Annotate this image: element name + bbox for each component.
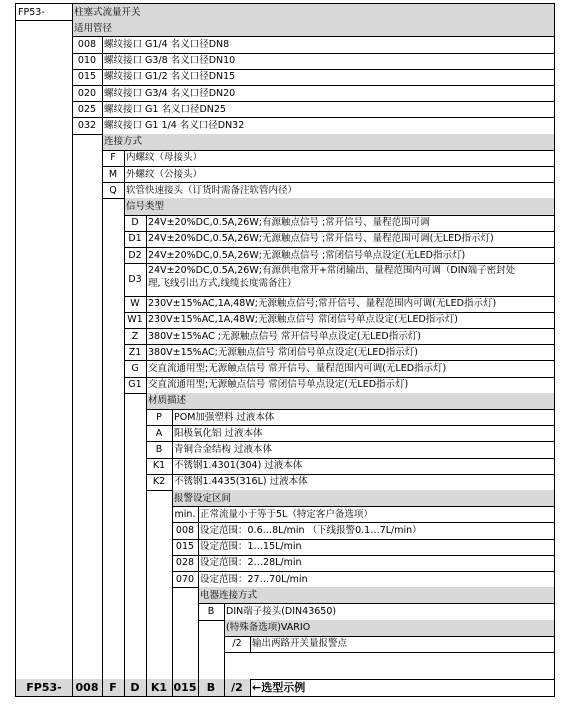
grid-line bbox=[102, 134, 103, 679]
grid-line bbox=[198, 506, 199, 522]
grid-line bbox=[102, 69, 103, 85]
example-part: K1 bbox=[146, 679, 172, 696]
material-desc: 阳极氧化铝 过液本体 bbox=[174, 427, 263, 439]
special-option-header: (特殊备选项)VARIO bbox=[224, 620, 554, 636]
alarm-range-code: 070 bbox=[175, 573, 195, 585]
connection-type-desc: 外螺纹（公接头） bbox=[126, 168, 203, 180]
grid-line bbox=[124, 198, 125, 679]
alarm-range-desc: 设定范围：1…15L/min bbox=[200, 541, 302, 553]
alarm-range-code: 028 bbox=[175, 557, 195, 569]
material-code: K1 bbox=[152, 460, 166, 472]
pipe-size-code: 010 bbox=[77, 55, 97, 67]
pipe-size-code: 020 bbox=[77, 87, 97, 99]
grid-line bbox=[146, 231, 147, 247]
table-title: 柱塞式流量开关 bbox=[72, 4, 554, 20]
signal-type-code: G1 bbox=[128, 379, 142, 391]
signal-type-desc: 24V±20%DC,0.5A,26W;无源触点信号 ;常闭信号单点设定(无LED指示灯) bbox=[148, 249, 466, 261]
signal-type-desc: 380V±15%AC;无源触点信号 常闭信号单点设定(无LED指示灯) bbox=[148, 346, 418, 358]
grid-line bbox=[146, 215, 147, 231]
electrical-connection-desc: DIN端子接头(DIN43650) bbox=[226, 605, 337, 617]
pipe-size-code: 025 bbox=[77, 103, 97, 115]
model-code: FP53- bbox=[18, 6, 45, 18]
material-code: K2 bbox=[152, 476, 166, 488]
signal-type-desc bbox=[146, 263, 554, 295]
pipe-size-code: 008 bbox=[77, 38, 97, 50]
connection-type-header: 连接方式 bbox=[102, 134, 554, 150]
electrical-connection-code: B bbox=[207, 605, 215, 617]
grid-line bbox=[146, 328, 147, 344]
material-desc: 不锈钢1.4435(316L) 过液本体 bbox=[174, 476, 308, 488]
material-desc: POM加强塑料 过液本体 bbox=[174, 411, 275, 423]
grid-line bbox=[102, 679, 103, 696]
example-part: 015 bbox=[173, 681, 197, 694]
selection-table bbox=[15, 3, 555, 697]
grid-line bbox=[124, 150, 125, 166]
pipe-size-desc: 螺纹接口 G1 1/4 名义口径DN32 bbox=[104, 119, 245, 131]
example-label: ←选型示例 bbox=[252, 681, 306, 694]
signal-type-desc-line: 24V±20%DC,0.5A,26W;有源供电常开+常闭输出、量程范围内可调（DIN端子密封处 bbox=[148, 265, 516, 277]
signal-type-code: D1 bbox=[128, 233, 142, 245]
example-part: D bbox=[124, 679, 146, 696]
grid-line bbox=[224, 679, 225, 696]
grid-line bbox=[146, 263, 147, 295]
alarm-range-desc: 设定范围：2…28L/min bbox=[200, 557, 302, 569]
connection-type-code: M bbox=[108, 168, 118, 180]
grid-line bbox=[72, 20, 73, 679]
grid-line bbox=[146, 679, 147, 696]
grid-line bbox=[172, 458, 173, 474]
material-code: B bbox=[155, 443, 163, 455]
signal-type-desc: 230V±15%AC,1A,48W;无源触点信号 常闭信号单点设定(无LED指示灯) bbox=[148, 314, 458, 326]
alarm-range-desc: 设定范围：27…70L/min bbox=[200, 573, 308, 585]
grid-line bbox=[146, 344, 147, 360]
material-code: P bbox=[156, 411, 162, 423]
material-desc: 不锈钢1.4301(304) 过液本体 bbox=[174, 460, 303, 472]
material-header: 材质描述 bbox=[146, 393, 554, 409]
grid-line bbox=[124, 679, 125, 696]
grid-line bbox=[124, 182, 125, 198]
grid-line bbox=[124, 166, 125, 182]
alarm-range-header: 报警设定区间 bbox=[172, 490, 554, 506]
material-code: A bbox=[155, 427, 163, 439]
grid-line bbox=[172, 474, 173, 490]
alarm-range-desc: 设定范围：0.6…8L/min （下线报警0.1…7L/min） bbox=[200, 524, 422, 536]
signal-type-code: Z bbox=[131, 330, 139, 342]
example-part: F bbox=[102, 679, 124, 696]
pipe-size-desc: 螺纹接口 G3/4 名义口径DN20 bbox=[104, 87, 236, 99]
signal-type-header: 信号类型 bbox=[124, 198, 554, 214]
grid-line bbox=[102, 85, 103, 101]
connection-type-desc: 软管快速接头（订货时需备注软管内径） bbox=[126, 184, 298, 196]
example-part: B bbox=[198, 679, 224, 696]
signal-type-desc: 交直流通用型;无源触点信号 常开信号、量程范围内可调(无LED指示灯) bbox=[148, 362, 447, 374]
signal-type-desc-cont: 理,飞线引出方式,线缆长度需备注） bbox=[148, 278, 297, 290]
grid-line bbox=[102, 53, 103, 69]
grid-line bbox=[172, 441, 173, 457]
signal-type-code: W1 bbox=[127, 314, 143, 326]
grid-line bbox=[146, 247, 147, 263]
grid-line bbox=[102, 117, 103, 133]
grid-line bbox=[198, 555, 199, 571]
signal-type-desc: 24V±20%DC,0.5A,26W;无源触点信号 ;常开信号、量程范围可调(无LED指示灯) bbox=[148, 233, 494, 245]
grid-line bbox=[146, 360, 147, 376]
connection-type-code: Q bbox=[109, 184, 117, 196]
grid-line bbox=[198, 539, 199, 555]
pipe-size-header: 适用管径 bbox=[72, 20, 554, 36]
example-part: /2 bbox=[224, 679, 250, 696]
grid-line bbox=[172, 490, 173, 679]
grid-line bbox=[250, 636, 251, 652]
alarm-range-desc: 正常流量小于等于5L（特定客户备选项） bbox=[200, 508, 373, 520]
pipe-size-desc: 螺纹接口 G1/2 名义口径DN15 bbox=[104, 71, 236, 83]
grid-line bbox=[102, 101, 103, 117]
grid-line bbox=[172, 409, 173, 425]
grid-line bbox=[146, 296, 147, 312]
signal-type-desc: 230V±15%AC,1A,48W;无源触点信号;常开信号、量程范围内可调(无LED指示灯) bbox=[148, 298, 497, 310]
signal-type-code: D2 bbox=[128, 249, 142, 261]
electrical-connection-header: 电器连接方式 bbox=[198, 587, 554, 603]
grid-line bbox=[72, 679, 73, 696]
grid-line bbox=[224, 620, 225, 679]
pipe-size-desc: 螺纹接口 G1/4 名义口径DN8 bbox=[104, 38, 230, 50]
example-part: FP53- bbox=[16, 679, 72, 696]
material-desc: 青铜合金结构 过液本体 bbox=[174, 443, 273, 455]
connection-type-desc: 内螺纹（母接头） bbox=[126, 152, 203, 164]
alarm-range-code: 015 bbox=[175, 541, 195, 553]
signal-type-code: D3 bbox=[128, 273, 142, 285]
pipe-size-desc: 螺纹接口 G1 名义口径DN25 bbox=[104, 103, 226, 115]
signal-type-code: W bbox=[130, 298, 140, 310]
grid-line bbox=[172, 679, 173, 696]
signal-type-code: D bbox=[131, 217, 139, 229]
grid-line bbox=[146, 377, 147, 393]
connection-type-code: F bbox=[110, 152, 116, 164]
grid-line bbox=[224, 652, 554, 653]
grid-line bbox=[198, 679, 199, 696]
example-part: 008 bbox=[72, 679, 102, 696]
grid-line bbox=[172, 425, 173, 441]
pipe-size-code: 015 bbox=[77, 71, 97, 83]
grid-line bbox=[198, 522, 199, 538]
signal-type-desc: 交直流通用型;无源触点信号 常闭信号单点设定(无LED指示灯) bbox=[148, 379, 409, 391]
pipe-size-code: 032 bbox=[77, 119, 97, 131]
signal-type-desc: 24V±20%DC,0.5A,26W;有源触点信号 ;常开信号、量程范围可调 bbox=[148, 217, 430, 229]
grid-line bbox=[102, 36, 103, 52]
signal-type-code: G bbox=[131, 362, 139, 374]
grid-line bbox=[146, 393, 147, 679]
grid-line bbox=[198, 587, 199, 679]
pipe-size-desc: 螺纹接口 G3/8 名义口径DN10 bbox=[104, 55, 236, 67]
grid-line bbox=[224, 603, 225, 619]
signal-type-code: Z1 bbox=[128, 346, 142, 358]
special-option-code: /2 bbox=[232, 638, 242, 650]
signal-type-desc: 380V±15%AC ;无源触点信号 常开信号单点设定(无LED指示灯) bbox=[148, 330, 421, 342]
special-option-desc: 输出两路开关量报警点 bbox=[252, 638, 348, 650]
alarm-range-code: 008 bbox=[175, 524, 195, 536]
grid-line bbox=[146, 312, 147, 328]
alarm-range-code: min. bbox=[174, 508, 196, 520]
grid-line bbox=[198, 571, 199, 587]
